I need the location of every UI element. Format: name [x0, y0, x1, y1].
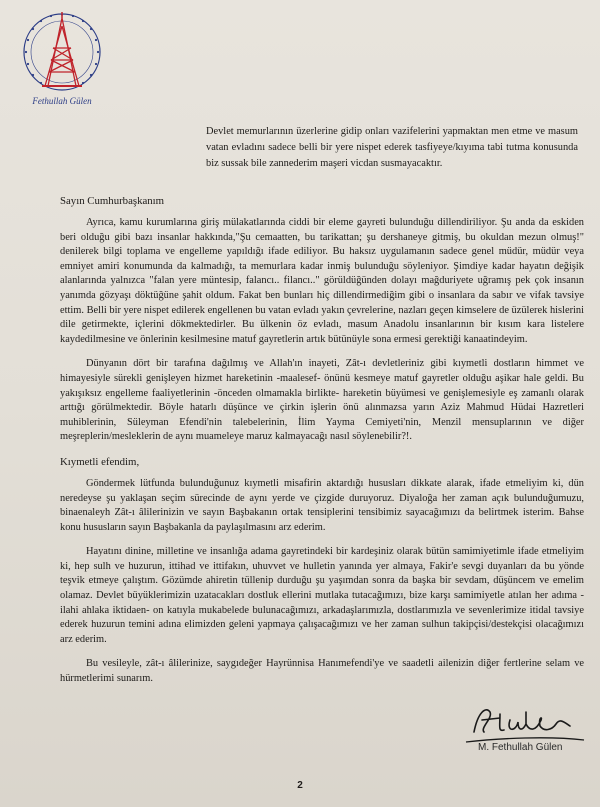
salutation: Sayın Cumhurbaşkanım [60, 195, 165, 207]
paragraph-4 [60, 545, 584, 647]
paragraph-1-text: Ayrıca, kamu kurumlarına giriş mülakatlarında ciddi bir eleme gayreti bulunduğu dillendiriliyor. Şu anda da eskiden beri olduğu gibi bazı insanlar hakkında,"Şu cemaatten, bu tarikattan; şu dershaneye gitmiş, bu okuldan mezun olmuş!" denilerek bilgi toplama ve engelleme yapıldığı ifade ediliyor. Bu haksız uygulamanın sadece genel müdür, müdür veya emniyet amiri konumunda da kalmadığı, ta memurlara kadar inmiş bulunduğu söyleniyor. Şimdiye kadar hayatın değişik alanlarında yalnızca "falan yere müntesip, falancı.. filancı.." görüldüğünden dolayı mağduriyete uğramış pek çok insanın yanımda gözyaşı döktüğüne şahit oldum. Fakat ben bunları hiç dillendirmediğim gibi o insanlara da sabır ve vifak tavsiye ettim. Belli bir yere nispet edilerek engellenen bu vatan evladı yakın çevrelerine, nazları geçen kimselere de üzülerek hislerini dile getirmekte, içlerini dökmektedirler. Bu ülkenin öz evladı, masum Anadolu insanlarının bir kısım kara listelere kaydedilmesine ve önlerinin kesilmesine matuf gayretlerin artık bütünüyle sona ermesi gerektiği kanaatindeyim. [60, 217, 584, 345]
foundation-logo [12, 8, 112, 112]
closing-paragraph-text: Bu vesileyle, zât-ı âlilerinize, saygıdeğer Hayrünnisa Hanımefendi'ye ve saadetli ailenizin diğer fertlerine selam ve hürmetlerimi sunarım. [60, 658, 584, 685]
letter-body [60, 194, 584, 687]
page-number: 2 [297, 780, 303, 791]
paragraph-2-text: Dünyanın dört bir tarafına dağılmış ve Allah'ın inayeti, Zât-ı devletleriniz gibi kıymetli dostların himmet ve himayesiyle sürekli genişleyen hizmet hareketinin -maalesef- önünü kesmeye matuf gayretler olduğu aşikar hale geldi. Bu yakışıksız engelleme faaliyetlerinin -önceden olmamakla birlikte- hareketin büyümesi ve genişlemesiyle eş zamanlı olarak arttığı görülmektedir. Böyle hatarlı düşünce ve çirkin işlerin önü alınmazsa yarın Aziz Mahmud Hüdai Hazretleri muhiblerinin, Süleyman Efendi'nin talebelerinin, İlim Yayma Cemiyeti'nin, Menzil mensuplarının ve diğer meşreplerin/mesleklerin de aynı muameleye maruz kalmayacağı nasıl söylenebilir?!. [60, 358, 584, 443]
paragraph-3 [60, 477, 584, 535]
handwritten-signature [460, 702, 590, 762]
logo-caption: Fethullah Gülen [32, 96, 92, 106]
signatory-name: M. Fethullah Gülen [478, 742, 563, 753]
paragraph-2 [60, 357, 584, 445]
intro-paragraph: Devlet memurlarının üzerlerine gidip onları vazifelerini yapmaktan men etme ve masum vatan evladını sadece belli bir yere nispet ederek tasfiyeye/kıyıma tabi tutma konusunda biz sussak bile zannederim maşeri vicdan susmayacaktır. [206, 126, 578, 169]
closing-paragraph [60, 657, 584, 686]
paragraph-3-text: Göndermek lütfunda bulunduğunuz kıymetli misafirin aktardığı hususları dikkate alarak, ifade etmeliyim ki, dün neredeyse şu yaklaşan seçim sürecinde de aynı yerde ve çizgide duruyoruz. Diyaloğa her zaman açık bulunduğumuzu, binaenaleyh Zât-ı âlilerinizin ve sayın Başbakanın ortak tensiplerini tensibimiz sayacağımızı da belirtmek isterim. Bahse konu hususların sayın Başbakanla da paylaşılmasını arz ederim. [60, 477, 584, 533]
tower-emblem-icon [12, 8, 112, 98]
second-salutation: Kıymetli efendim, [60, 455, 140, 468]
paragraph-1 [60, 216, 584, 347]
paragraph-4-text: Hayatını dinine, milletine ve insanlığa adama gayretindeki bir kardeşiniz olarak bütün samimiyetimle ifade etmeliyim ki, hep sulh ve huzurun, ittihad ve ittifakın, uhuvvet ve hulletin yanında yer almaya, Fakir'e sevgi duyanları da bu yönde teşvik etmeye çalıştım. Gözümde ahiretin tüllenip durduğu şu yaşımdan sonra da başka bir sevdam, düşüncem ve emelim olamaz. Devlet büyüklerimizin uzatacakları dostluk ellerini mutlaka tutacağımızı, bize karşı samimiyetle atılan her adıma -ilahi ahlaka iktidaen- on katıyla mukabelede bulunacağımızı, arkadaşlarımızla, dostlarımızla ve sevenlerimize itidal tavsiye ederek huzurun temini adına elimizden geleni yapmaya çalışacağımızı ve her zaman sulhun takipçisi/destekçisi olacağımızı arz ederim. [60, 546, 584, 645]
